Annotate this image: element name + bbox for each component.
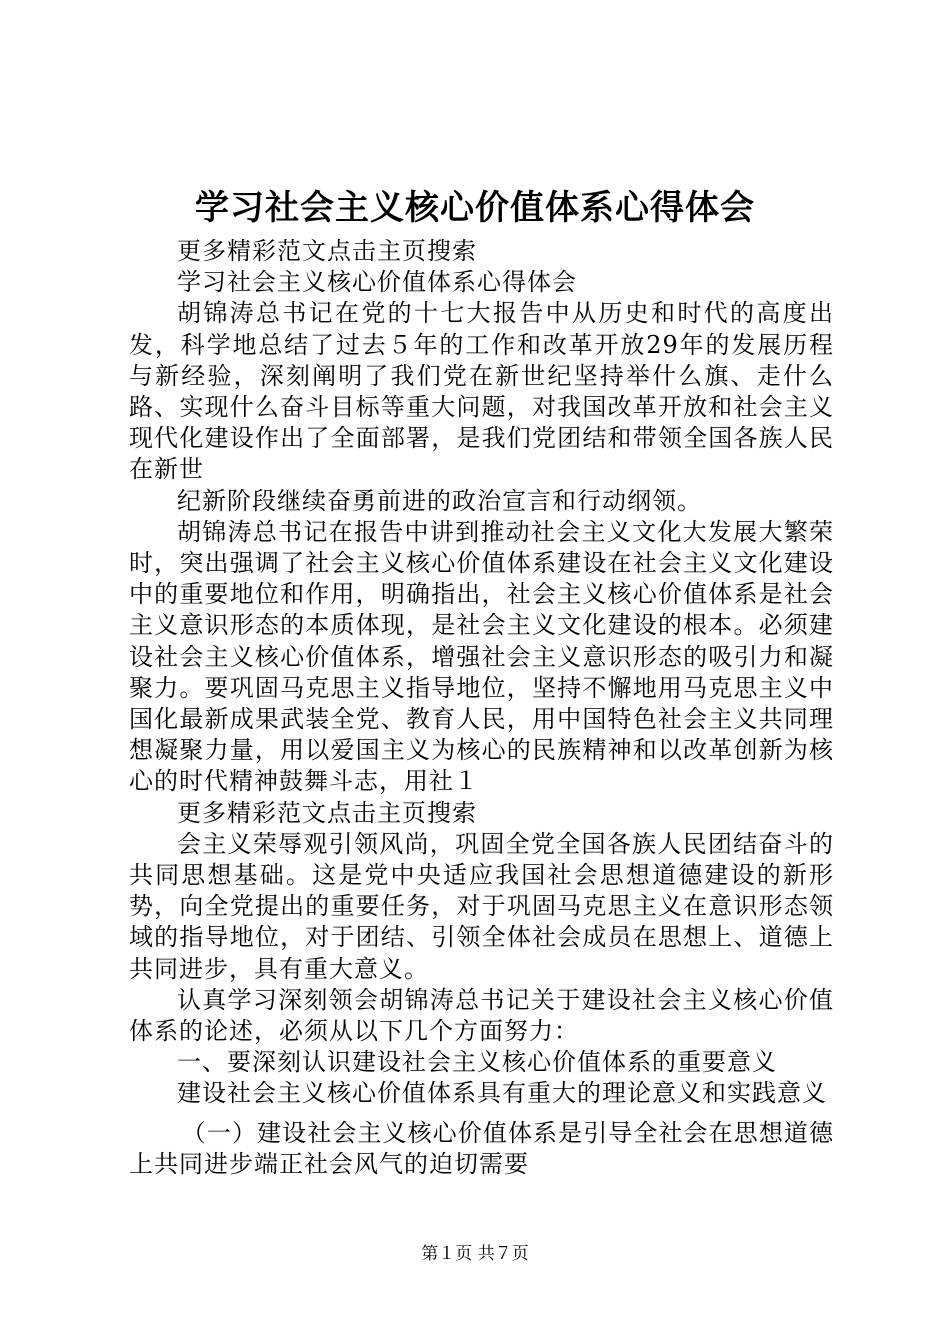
promo-line: 更多精彩范文点击主页搜索 [177,798,477,827]
document-title: 学习社会主义核心价值体系心得体会 [195,188,755,228]
promo-line: 更多精彩范文点击主页搜索 [177,237,477,265]
body-paragraph: 认真学习深刻领会胡锦涛总书记关于建设社会主义核心价值体系的论述，必须从以下几个方面努力： [129,985,834,1046]
body-paragraph: 会主义荣辱观引领风尚，巩固全党全国各族人民团结奋斗的共同思想基础。这是党中央适应我国社会思想道德建设的新形势，向全党提出的重要任务，对于巩固马克思主义在意识形态领域的指导地位，对于团结、引领全体社会成员在思想上、道德上共同进步，具有重大意义。 [129,829,834,983]
body-paragraph: 胡锦涛总书记在党的十七大报告中从历史和时代的高度出发，科学地总结了过去５年的工作和改革开放29年的发展历程与新经验，深刻阐明了我们党在新世纪坚持举什么旗、走什么路、实现什么奋斗目标等重大问题，对我国改革开放和社会主义现代化建设作出了全面部署，是我们党团结和带领全国各族人民在新世 [129,299,834,484]
body-paragraph: 纪新阶段继续奋勇前进的政治宣言和行动纲领。 [177,486,702,515]
page-number-footer: 第１页 共７页 [421,1244,529,1264]
subsection-heading: （一）建设社会主义核心价值体系是引导全社会在思想道德上共同进步端正社会风气的迫切需要 [129,1118,834,1178]
document-body [129,236,834,1180]
body-paragraph: 建设社会主义核心价值体系具有重大的理论意义和实践意义 [177,1079,827,1108]
body-paragraph: 胡锦涛总书记在报告中讲到推动社会主义文化大发展大繁荣时，突出强调了社会主义核心价值体系建设在社会主义文化建设中的重要地位和作用，明确指出，社会主义核心价值体系是社会主义意识形态的本质体现，是社会主义文化建设的根本。必须建设社会主义核心价值体系，增强社会主义意识形态的吸引力和凝聚力。要巩固马克思主义指导地位，坚持不懈地用马克思主义中国化最新成果武装全党、教育人民，用中国特色社会主义共同理想凝聚力量，用以爱国主义为核心的民族精神和以改革创新为核心的时代精神鼓舞斗志，用社１ [129,517,834,796]
section-heading: 一、要深刻认识建设社会主义核心价值体系的重要意义 [177,1048,777,1077]
subtitle-line: 学习社会主义核心价值体系心得体会 [177,268,577,297]
